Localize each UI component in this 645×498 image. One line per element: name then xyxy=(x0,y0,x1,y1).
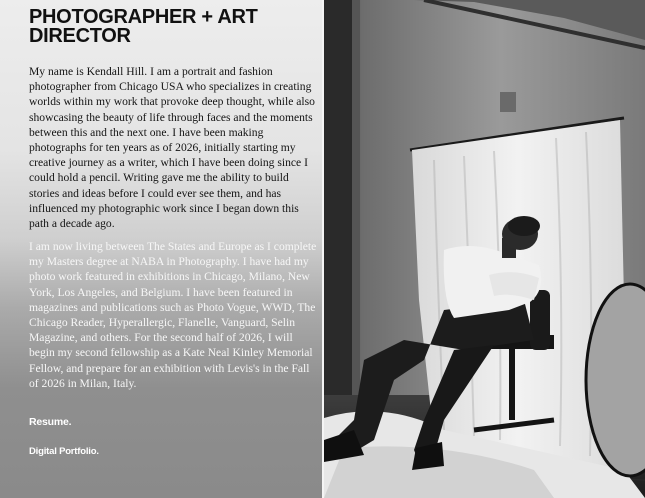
resume-link[interactable]: Resume. xyxy=(29,416,72,428)
bio-paragraph-2: I am now living between The States and Europe as I complete my Masters degree at NABA in Photography. I have had my photo work featured in exhibitions in Chicago, Milano, New York, Los Angeles, and Belgium. I have been featured in magazines and publications such as Photo Vogue, WWD, The Chicago Reader, Hyperallergic, Flanelle, Vanguard, Selin Magazine, and others. For the second half of 2026, I will begin my second fellowship as a Kate Neal Kinley Memorial Fellow, and prepare for an exhibition with Levis's in the Fall of 2026 in Milan, Italy. xyxy=(29,240,317,390)
bio-paragraph-1: My name is Kendall Hill. I am a portrait and fashion photographer from Chicago USA who specializes in creating worlds within my work that provoke deep thought, while also showcasing the beauty of life through faces and the moments between this and the next one. I have been making photographs for ten years as of 2026, initially starting my creative journey as a writer, which I have been doing since I could hold a pencil. Writing gave me the ability to build stories and ideas before I could ever see them, and has influenced my photographic work since I began down this path a decade ago. xyxy=(29,65,315,231)
portrait-photo xyxy=(324,0,645,498)
page-title: PHOTOGRAPHER + ART DIRECTOR xyxy=(29,6,258,47)
digital-portfolio-link[interactable]: Digital Portfolio. xyxy=(29,446,99,457)
